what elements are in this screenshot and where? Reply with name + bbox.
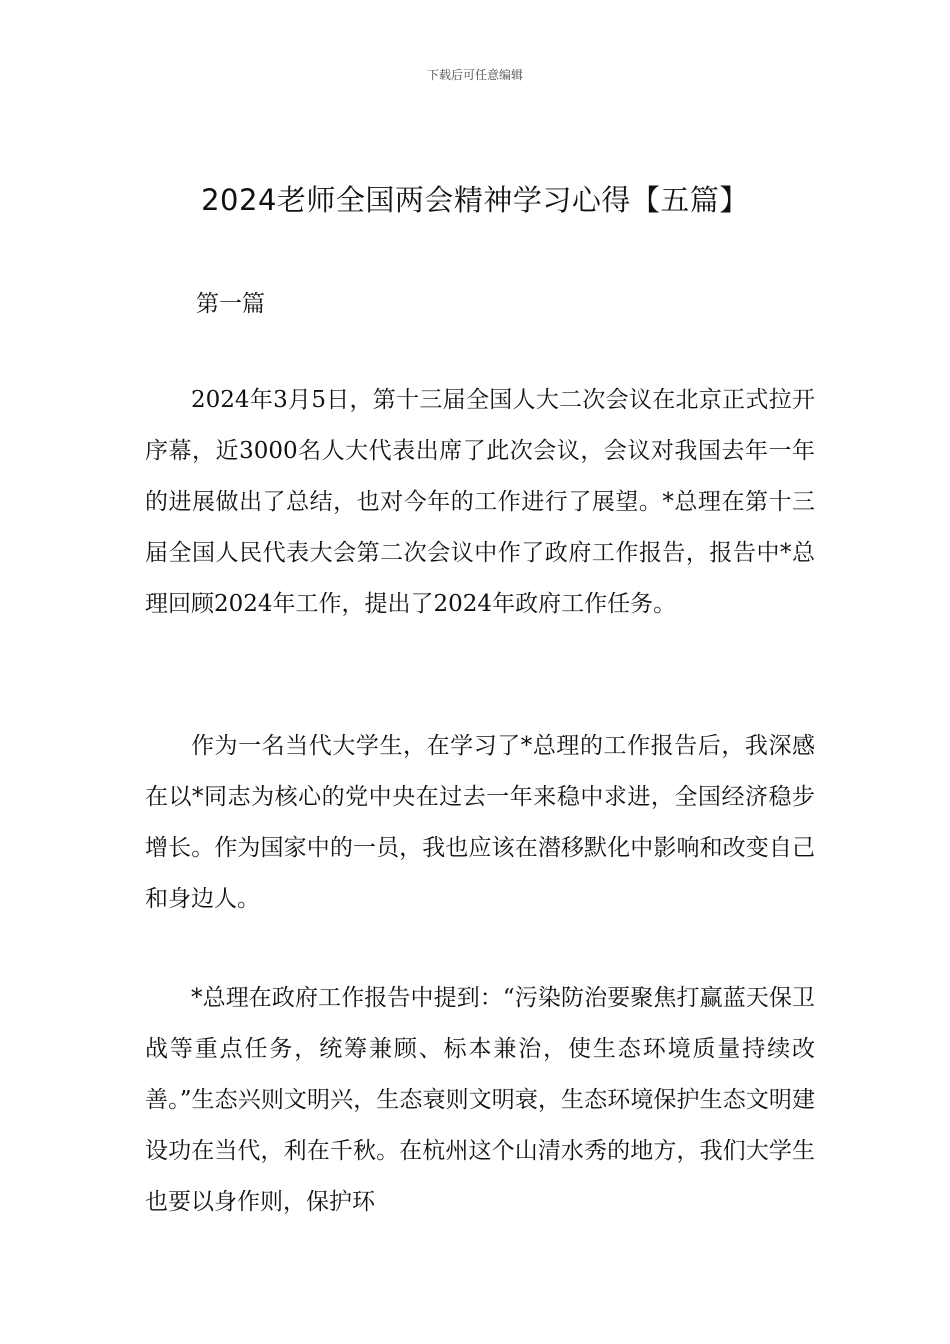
paragraph-1: 2024年3月5日，第十三届全国人大二次会议在北京正式拉开序幕，近3000名人大代表出席了此次会议，会议对我国去年一年的进展做出了总结，也对今年的工作进行了展望。*总理在第十三届全国人民代表大会第二次会议中作了政府工作报告，报告中*总理回顾2024年工作，提出了2024年政府工作任务。 <box>145 387 815 617</box>
section-heading: 第一篇 <box>196 291 265 317</box>
document-title: 2024老师全国两会精神学习心得【五篇】 <box>201 183 749 217</box>
paragraph-3: *总理在政府工作报告中提到：“污染防治要聚焦打赢蓝天保卫战等重点任务，统筹兼顾、标本兼治，使生态环境质量持续改善。”生态兴则文明兴，生态衰则文明衰，生态环境保护生态文明建设功在当代，利在千秋。在杭州这个山清水秀的地方，我们大学生也要以身作则，保护环 <box>145 985 815 1215</box>
header-note: 下载后可任意编辑 <box>426 68 523 82</box>
paragraph-2: 作为一名当代大学生，在学习了*总理的工作报告后，我深感在以*同志为核心的党中央在过去一年来稳中求进，全国经济稳步增长。作为国家中的一员，我也应该在潜移默化中影响和改变自己和身边人。 <box>145 733 815 912</box>
